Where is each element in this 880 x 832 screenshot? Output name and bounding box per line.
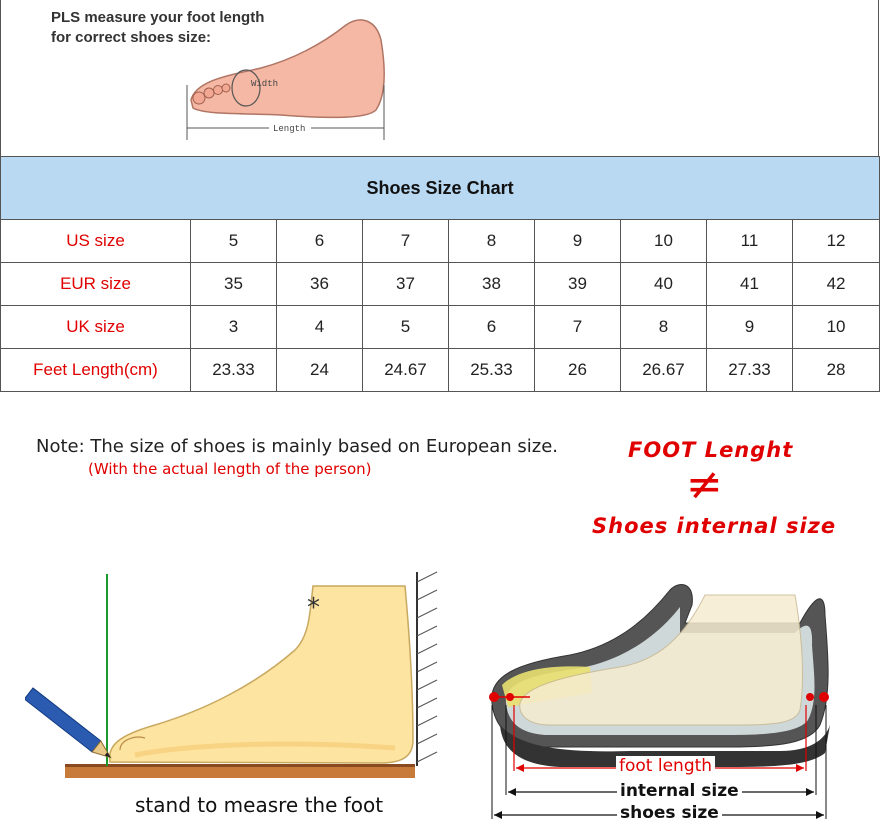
- row-label: UK size: [1, 306, 191, 349]
- table-cell: 26: [535, 349, 621, 392]
- shoes-internal-heading: Shoes internal size: [592, 514, 837, 538]
- shoes-size-label: shoes size: [617, 803, 722, 823]
- table-cell: 24: [277, 349, 363, 392]
- table-cell: 5: [191, 220, 277, 263]
- measure-line-1: PLS measure your foot length: [51, 9, 265, 26]
- table-cell: 36: [277, 263, 363, 306]
- table-cell: 9: [535, 220, 621, 263]
- table-cell: 26.67: [621, 349, 707, 392]
- table-cell: 27.33: [707, 349, 793, 392]
- table-cell: 23.33: [191, 349, 277, 392]
- table-cell: 6: [449, 306, 535, 349]
- table-cell: 25.33: [449, 349, 535, 392]
- svg-text:*: *: [307, 593, 320, 623]
- table-cell: 35: [191, 263, 277, 306]
- row-label: US size: [1, 220, 191, 263]
- shoes-size-table: [0, 156, 880, 392]
- table-cell: 10: [621, 220, 707, 263]
- table-cell: 11: [707, 220, 793, 263]
- table-row-us: [1, 220, 880, 263]
- table-cell: 5: [363, 306, 449, 349]
- table-cell: 37: [363, 263, 449, 306]
- table-cell: 12: [793, 220, 880, 263]
- table-cell: 4: [277, 306, 363, 349]
- table-cell: 38: [449, 263, 535, 306]
- table-row-uk: [1, 306, 880, 349]
- table-cell: 8: [449, 220, 535, 263]
- table-title: Shoes Size Chart: [1, 157, 880, 220]
- table-cell: 24.67: [363, 349, 449, 392]
- stand-caption: stand to measre the foot: [135, 793, 384, 817]
- row-label: EUR size: [1, 263, 191, 306]
- table-cell: 6: [277, 220, 363, 263]
- table-cell: 9: [707, 306, 793, 349]
- measure-line-2: for correct shoes size:: [51, 29, 212, 46]
- note-subtext: (With the actual length of the person): [88, 460, 372, 478]
- not-equal-sign: ≠: [686, 459, 723, 510]
- table-cell: 28: [793, 349, 880, 392]
- table-cell: 41: [707, 263, 793, 306]
- width-label: Width: [251, 79, 279, 89]
- internal-size-label: internal size: [617, 781, 742, 801]
- table-row-eur: [1, 263, 880, 306]
- table-cell: 7: [535, 306, 621, 349]
- table-cell: 42: [793, 263, 880, 306]
- measure-instructions-panel: [0, 0, 879, 157]
- table-cell: 40: [621, 263, 707, 306]
- table-cell: 8: [621, 306, 707, 349]
- row-label: Feet Length(cm): [1, 349, 191, 392]
- table-cell: 39: [535, 263, 621, 306]
- table-row-feet-length: [1, 349, 880, 392]
- length-label: Length: [273, 124, 306, 134]
- foot-length-heading: FOOT Lenght: [628, 438, 794, 462]
- table-cell: 7: [363, 220, 449, 263]
- stand-measure-illustration: [25, 570, 455, 790]
- table-cell: 10: [793, 306, 880, 349]
- table-cell: 3: [191, 306, 277, 349]
- foot-measure-sketch: [171, 0, 401, 150]
- note-text: Note: The size of shoes is mainly based on European size.: [36, 436, 558, 457]
- table-title-row: [1, 157, 880, 220]
- foot-length-label: foot length: [616, 756, 715, 776]
